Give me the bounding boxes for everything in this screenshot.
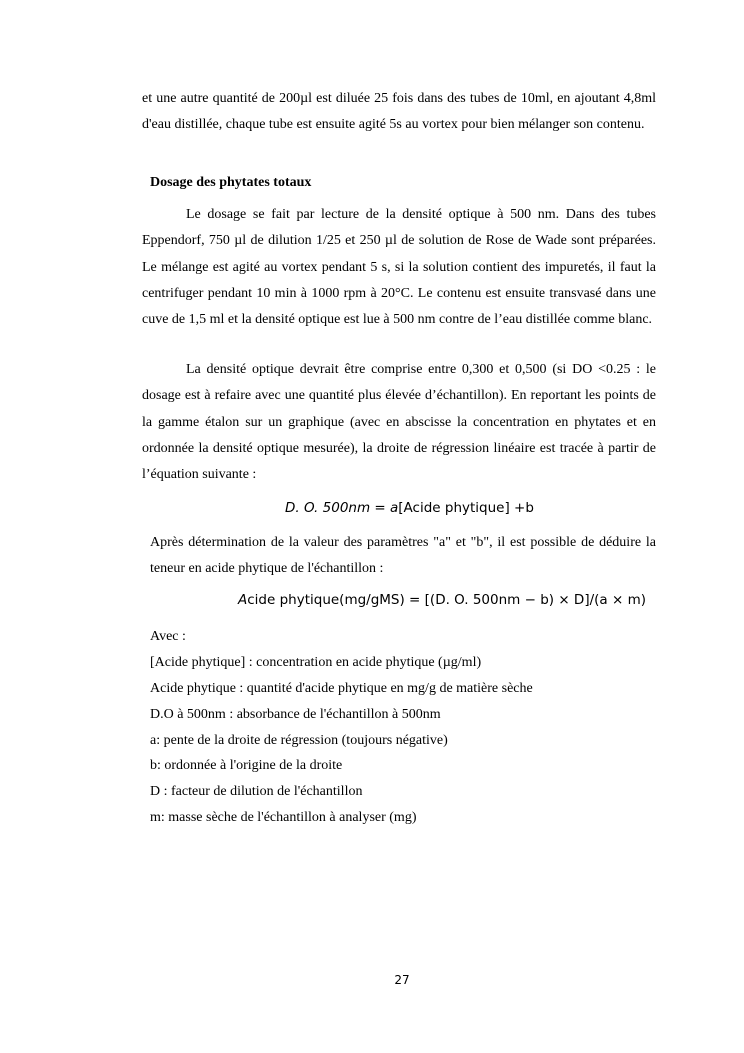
equation-regression: [285, 500, 534, 516]
equation-body: cide phytique(mg/gMS) = [(D. O. 500nm − b) × D]/(a × m): [247, 592, 646, 608]
equation-acide-phytique: [238, 592, 646, 608]
paragraph-dosage: Le dosage se fait par lecture de la densité optique à 500 nm. Dans des tubes Eppendorf, 750 µl de dilution 1/25 et 250 µl de solution de Rose de Wade sont préparées. Le mélange est agité au vortex pendant 5 s, si la solution contient des impuretés, il faut la centrifuger pendant 10 min à 1000 rpm à 20°C. Le contenu est ensuite transvasé dans une cuve de 1,5 ml et la densité optique est lue à 500 nm contre de l’eau distillée comme blanc.: [142, 207, 656, 328]
definition-item: D : facteur de dilution de l'échantillon: [150, 784, 363, 800]
paragraph-determination: Après détermination de la valeur des paramètres "a" et "b", il est possible de déduire la teneur en acide phytique de l'échantillon :: [150, 535, 656, 577]
definition-item: m: masse sèche de l'échantillon à analyser (mg): [150, 810, 417, 826]
section-heading: Dosage des phytates totaux: [150, 175, 312, 190]
definition-item: D.O à 500nm : absorbance de l'échantillon à 500nm: [150, 706, 441, 722]
equation-lhs: D. O. 500nm = a: [285, 500, 399, 516]
continuation-paragraph: et une autre quantité de 200µl est diluée 25 fois dans des tubes de 10ml, en ajoutant 4,8ml d'eau distillée, chaque tube est ensuite agité 5s au vortex pour bien mélanger son contenu.: [142, 91, 656, 133]
equation-rhs: [Acide phytique] +b: [398, 500, 534, 516]
definition-item: Avec :: [150, 629, 186, 644]
definition-item: b: ordonnée à l'origine de la droite: [150, 758, 343, 774]
paragraph-densite: La densité optique devrait être comprise entre 0,300 et 0,500 (si DO <0.25 : le dosage est à refaire avec une quantité plus élevée d’échantillon). En reportant les points de la gamme étalon sur un graphique (avec en abscisse la concentration en phytates et en ordonnée la densité optique mesurée), la droite de régression linéaire est tracée à partir de l’équation suivante :: [142, 362, 656, 483]
definition-item: [Acide phytique] : concentration en acide phytique (µg/ml): [150, 654, 482, 670]
definition-item: a: pente de la droite de régression (toujours négative): [150, 732, 448, 748]
page-number: 27: [394, 973, 410, 987]
definition-item: Acide phytique : quantité d'acide phytique en mg/g de matière sèche: [150, 680, 533, 696]
equation-lead-letter: A: [238, 592, 248, 608]
definitions-list: [150, 624, 533, 831]
